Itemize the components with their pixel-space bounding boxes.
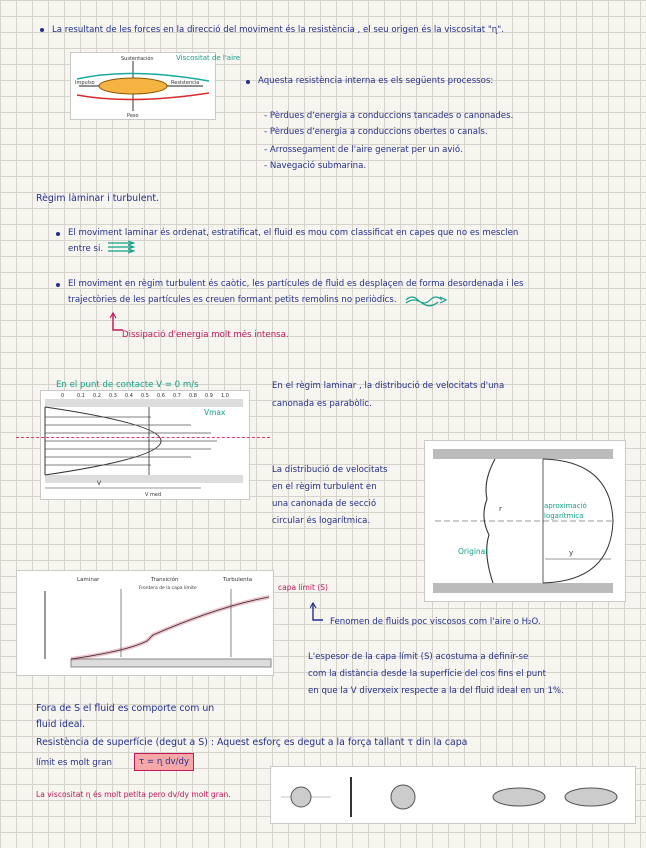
boundary-layer-annotation: capa límit (S) [278, 583, 328, 592]
resistance-item-2: - Pèrdues d'energia a conduccions obertes o canals. [264, 127, 488, 137]
turbulent-profile-text-2: en el règim turbulent en [272, 482, 377, 492]
turbulent-flow-icon [404, 293, 448, 307]
vmax-label: Vmax [204, 408, 226, 417]
laminar-definition-1: El moviment laminar és ordenat, estratificat, el fluid es mou com classificat en capes que no es mesclen [68, 228, 519, 238]
dissipation-note: Dissipació d'energia molt més intensa. [122, 330, 289, 340]
v-label: V [97, 480, 102, 487]
laminar-definition-2: entre si. [68, 244, 104, 254]
outside-text-2: fluid ideal. [36, 719, 86, 730]
tick-label: 0.1 [77, 393, 85, 399]
arrow-icon [310, 602, 324, 624]
bullet [246, 80, 250, 84]
tick-label: 1.0 [221, 393, 229, 399]
resistance-item-4: - Navegació submarina. [264, 161, 367, 171]
laminar-flow-icon [106, 240, 138, 254]
turbulent-label: Turbulenta [223, 577, 253, 583]
laminar-profile-text-2: canonada es parabòlic. [272, 399, 372, 409]
transition-label-2: Frontera de la capa límite [139, 586, 197, 591]
tick-label: 0.2 [93, 393, 101, 399]
bullet [40, 28, 44, 32]
tick-label: 0 [61, 393, 65, 399]
turbulent-profile-text-1: La distribució de velocitats [272, 465, 388, 475]
shear-formula: τ = ɳ dv/dy [134, 753, 194, 771]
boundary-layer-diagram [17, 571, 273, 675]
outside-text-1: Fora de S el fluid es comporte com un [36, 703, 215, 714]
turbulent-profile-text-4: circular és logarítmica. [272, 516, 371, 526]
drag-label: Resistencia [171, 80, 200, 86]
centerline-pink [16, 437, 270, 438]
laminar-label: Laminar [77, 577, 100, 583]
transition-label: Transición [151, 577, 179, 583]
resistance-intro: Aquesta resistència interna es els següents processos: [258, 76, 494, 86]
tick-label: 0.7 [173, 393, 181, 399]
turbulent-definition-2: trajectòries de les partícules es creuen formant petits remolins no periòdics. [68, 295, 397, 305]
log-approx-label-1: aproximació [544, 502, 587, 510]
section-title: Règim làminar i turbulent. [36, 193, 160, 204]
drag-shapes-diagram [271, 767, 635, 823]
turbulent-profile-figure [424, 440, 626, 602]
laminar-profile-text-1: En el règim laminar , la distribució de velocitats d'una [272, 381, 505, 391]
thickness-text-1: L'espesor de la capa límit (S) acostuma a definir-se [308, 652, 529, 662]
turbulent-profile-text-3: una canonada de secció [272, 499, 377, 509]
tick-label: 0.5 [141, 393, 149, 399]
tick-label: 0.4 [125, 393, 133, 399]
viscosity-note: La viscositat ɳ és molt petita pero dv/dy molt gran. [36, 790, 231, 799]
bullet [56, 232, 60, 236]
y-label: y [569, 549, 574, 557]
lift-label: Sustentación [121, 56, 154, 62]
thrust-label: Impulso [75, 80, 95, 86]
tick-label: 0.9 [205, 393, 213, 399]
surface-resistance-2: límit es molt gran [36, 758, 112, 768]
logarithmic-profile-diagram [425, 441, 625, 601]
r-label: r [499, 505, 502, 513]
log-approx-label-2: logarítmica [544, 512, 584, 520]
tick-label: 0.6 [157, 393, 165, 399]
drag-comparison-figure [270, 766, 636, 824]
tick-label: 0.3 [109, 393, 117, 399]
original-label: Original [458, 547, 488, 556]
thickness-text-2: com la distància desde la superfície del cos fins el punt [308, 669, 547, 679]
vmed-label: V med [145, 492, 162, 498]
resistance-item-3: - Arrossegament de l'aire generat per un avió. [264, 145, 463, 155]
surface-resistance-1: Resistència de superfície (degut a S) : Aquest esforç es degut a la força tallant τ din la capa [36, 737, 468, 748]
boundary-layer-figure [16, 570, 274, 676]
tick-label: 0.8 [189, 393, 197, 399]
viscosity-annotation: Viscositat de l'aire [176, 54, 241, 62]
contact-point-annotation: En el punt de contacte V = 0 m/s [56, 380, 199, 390]
bullet [56, 283, 60, 287]
resistance-item-1: - Pèrdues d'energia a conduccions tancades o canonades. [264, 111, 514, 121]
phenomenon-text: Fenomen de fluids poc viscosos com l'aire o H₂O. [330, 617, 541, 627]
turbulent-definition-1: El moviment en règim turbulent és caòtic, les partícules de fluid es desplaçen de forma desordenada i les [68, 279, 524, 289]
intro-text: La resultant de les forces en la direcció del moviment és la resistència , el seu origen és la viscositat "ɳ". [52, 25, 504, 35]
thickness-text-3: en que la V diverxeix respecte a la del fluid ideal en un 1%. [308, 686, 564, 696]
weight-label: Peso [127, 113, 139, 119]
